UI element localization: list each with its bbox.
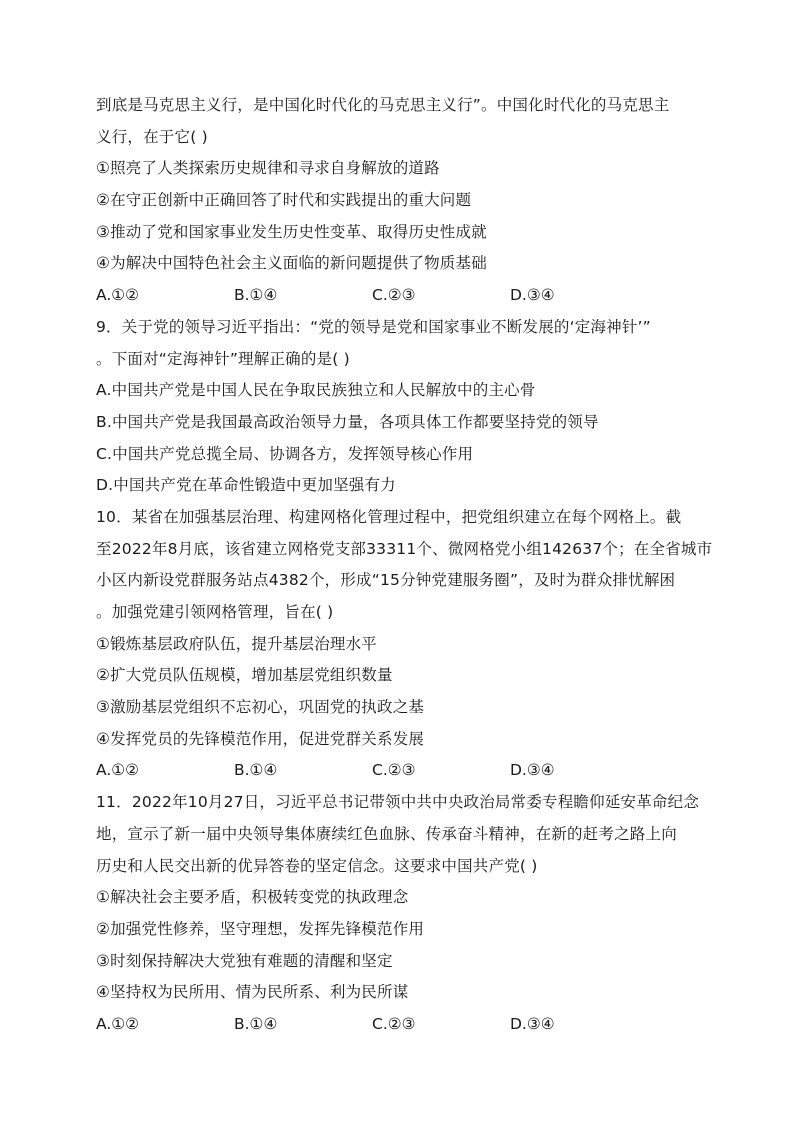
statement-1: ①解决社会主要矛盾，积极转变党的执政理念 bbox=[96, 888, 409, 907]
statement-4: ④坚持权为民所用、情为民所系、利为民所谋 bbox=[96, 983, 409, 1002]
option-c: C.②③ bbox=[372, 1014, 416, 1033]
option-c: C.②③ bbox=[372, 761, 416, 780]
question-stem-line: 至2022年8月底，该省建立网格党支部33311个、微网格党小组142637个；在全省城市 bbox=[96, 539, 713, 558]
question-stem-line: 小区内新设党群服务站点4382个，形成“15分钟党建服务圈”，及时为群众排忧解困 bbox=[96, 571, 676, 590]
answer-options bbox=[96, 280, 706, 312]
choice-a: A.中国共产党是中国人民在争取民族独立和人民解放中的主心骨 bbox=[96, 381, 536, 400]
option-d: D.③④ bbox=[510, 286, 555, 305]
option-c: C.②③ bbox=[372, 286, 416, 305]
statement-3: ③推动了党和国家事业发生历史性变革、取得历史性成就 bbox=[96, 222, 487, 241]
answer-options bbox=[96, 755, 706, 787]
question-stem-line: 义行，在于它( ) bbox=[96, 127, 208, 146]
option-b: B.①④ bbox=[234, 286, 278, 305]
question-stem-line: 11．2022年10月27日，习近平总书记带领中共中央政治局常委专程瞻仰延安革命纪念 bbox=[96, 793, 700, 812]
option-a: A.①② bbox=[96, 1014, 140, 1033]
question-stem-line: 。加强党建引领网格管理，旨在( ) bbox=[96, 603, 334, 621]
question-8 bbox=[96, 90, 706, 312]
option-a: A.①② bbox=[96, 286, 140, 305]
statement-1: ①锻炼基层政府队伍，提升基层治理水平 bbox=[96, 634, 377, 653]
exam-page bbox=[96, 90, 713, 1041]
question-stem-line: 。下面对“定海神针”理解正确的是( ) bbox=[96, 349, 350, 368]
option-d: D.③④ bbox=[510, 761, 555, 780]
option-b: B.①④ bbox=[234, 761, 278, 780]
answer-options bbox=[96, 1009, 706, 1041]
question-stem-line: 9．关于党的领导习近平指出：“党的领导是党和国家事业不断发展的‘定海神针’” bbox=[96, 317, 651, 336]
statement-2: ②在守正创新中正确回答了时代和实践提出的重大问题 bbox=[96, 191, 472, 210]
question-9 bbox=[96, 312, 706, 502]
choice-d: D.中国共产党在革命性锻造中更加坚强有力 bbox=[96, 476, 396, 495]
question-stem-line: 历史和人民交出新的优异答卷的坚定信念。这要求中国共产党( ) bbox=[96, 856, 538, 875]
question-10 bbox=[96, 502, 713, 787]
statement-4: ④发挥党员的先锋模范作用，促进党群关系发展 bbox=[96, 729, 425, 748]
question-stem-line: 10．某省在加强基层治理、构建网格化管理过程中，把党组织建立在每个网格上。截 bbox=[96, 507, 682, 526]
question-11 bbox=[96, 787, 706, 1041]
option-d: D.③④ bbox=[510, 1014, 555, 1033]
statement-2: ②扩大党员队伍规模，增加基层党组织数量 bbox=[96, 666, 393, 685]
statement-1: ①照亮了人类探索历史规律和寻求自身解放的道路 bbox=[96, 159, 440, 178]
choice-b: B.中国共产党是我国最高政治领导力量，各项具体工作都要坚持党的领导 bbox=[96, 412, 599, 431]
option-b: B.①④ bbox=[234, 1014, 278, 1033]
question-stem-line: 地，宣示了新一届中央领导集体赓续红色血脉、传承奋斗精神，在新的赶考之路上向 bbox=[96, 824, 677, 843]
choice-c: C.中国共产党总揽全局、协调各方，发挥领导核心作用 bbox=[96, 444, 474, 463]
statement-3: ③时刻保持解决大党独有难题的清醒和坚定 bbox=[96, 951, 393, 970]
question-stem-line: 到底是马克思主义行，是中国化时代化的马克思主义行”。中国化时代化的马克思主 bbox=[96, 96, 670, 114]
statement-2: ②加强党性修养，坚守理想，发挥先锋模范作用 bbox=[96, 919, 425, 938]
option-a: A.①② bbox=[96, 761, 140, 780]
statement-4: ④为解决中国特色社会主义面临的新问题提供了物质基础 bbox=[96, 254, 487, 273]
statement-3: ③激励基层党组织不忘初心，巩固党的执政之基 bbox=[96, 698, 425, 717]
